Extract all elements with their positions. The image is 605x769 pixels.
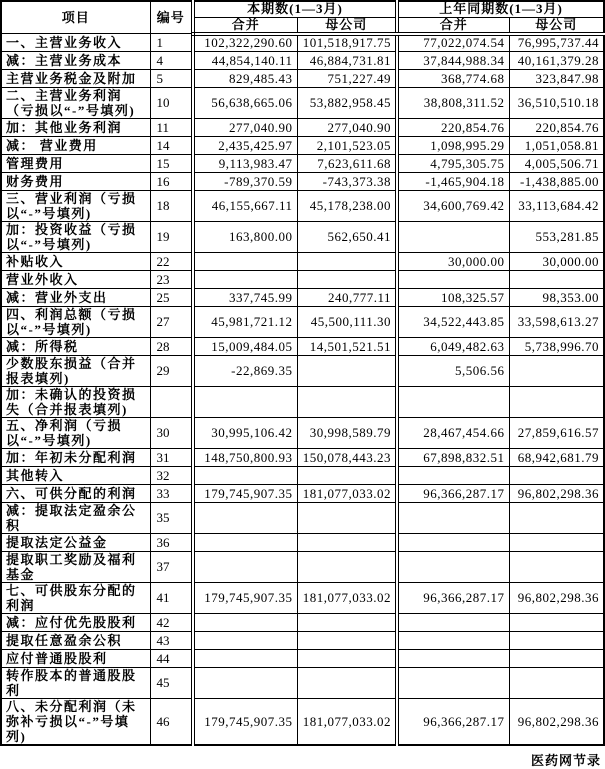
item-cell: 主营业务税金及附加 <box>1 70 150 88</box>
value-cell: 96,366,287.17 <box>397 485 509 503</box>
line-no-cell: 15 <box>150 155 193 173</box>
value-cell: 277,040.90 <box>297 119 397 137</box>
table-row <box>1 289 604 307</box>
value-cell: 179,745,907.35 <box>193 583 297 614</box>
table-row <box>1 650 604 668</box>
value-cell: 148,750,800.93 <box>193 449 297 467</box>
line-no-cell: 32 <box>150 467 193 485</box>
line-no-cell: 37 <box>150 552 193 583</box>
value-cell: 163,800.00 <box>193 222 297 253</box>
item-cell: 减：主营业务成本 <box>1 52 150 70</box>
table-row <box>1 253 604 271</box>
header-current-period: 本期数(1—3月) <box>193 1 397 17</box>
table-row <box>1 191 604 222</box>
item-cell: 管理费用 <box>1 155 150 173</box>
value-cell: 14,501,521.51 <box>297 338 397 356</box>
item-cell: 减： 营业费用 <box>1 137 150 155</box>
table-row <box>1 137 604 155</box>
header-prior-parent: 母公司 <box>509 17 604 34</box>
table-row <box>1 552 604 583</box>
value-cell <box>509 356 604 387</box>
value-cell: 181,077,033.02 <box>297 583 397 614</box>
line-no-cell: 41 <box>150 583 193 614</box>
value-cell: 5,506.56 <box>397 356 509 387</box>
item-cell: 一、主营业务收入 <box>1 34 150 52</box>
value-cell <box>193 467 297 485</box>
value-cell: 5,738,996.70 <box>509 338 604 356</box>
value-cell: 181,077,033.02 <box>297 485 397 503</box>
table-row <box>1 222 604 253</box>
value-cell <box>509 632 604 650</box>
header-prior-consolidated: 合并 <box>397 17 509 34</box>
table-row <box>1 583 604 614</box>
table-row <box>1 387 604 418</box>
value-cell: -1,438,885.00 <box>509 173 604 191</box>
table-row <box>1 449 604 467</box>
value-cell <box>509 668 604 699</box>
line-no-cell: 1 <box>150 34 193 52</box>
value-cell: 15,009,484.05 <box>193 338 297 356</box>
value-cell <box>397 222 509 253</box>
value-cell <box>509 503 604 534</box>
item-cell: 加：投资收益（亏损以“-”号填列) <box>1 222 150 253</box>
value-cell: 108,325.57 <box>397 289 509 307</box>
value-cell <box>509 534 604 552</box>
item-cell: 提取任意盈余公积 <box>1 632 150 650</box>
value-cell: 40,161,379.28 <box>509 52 604 70</box>
value-cell: 751,227.49 <box>297 70 397 88</box>
value-cell <box>297 534 397 552</box>
value-cell: 30,995,106.42 <box>193 418 297 449</box>
line-no-cell: 43 <box>150 632 193 650</box>
item-cell: 减：所得税 <box>1 338 150 356</box>
value-cell: 96,802,298.36 <box>509 699 604 746</box>
line-no-cell: 46 <box>150 699 193 746</box>
item-cell: 八、未分配利润（未弥补亏损以“-”号填列) <box>1 699 150 746</box>
line-no-cell: 28 <box>150 338 193 356</box>
value-cell: 45,500,111.30 <box>297 307 397 338</box>
item-cell: 转作股本的普通股股利 <box>1 668 150 699</box>
value-cell <box>397 534 509 552</box>
table-row <box>1 307 604 338</box>
value-cell: 96,366,287.17 <box>397 699 509 746</box>
value-cell: 28,467,454.66 <box>397 418 509 449</box>
value-cell <box>193 552 297 583</box>
header-line-no: 编号 <box>150 1 193 34</box>
line-no-cell: 10 <box>150 88 193 119</box>
line-no-cell: 31 <box>150 449 193 467</box>
value-cell: 277,040.90 <box>193 119 297 137</box>
table-row <box>1 271 604 289</box>
table-row <box>1 418 604 449</box>
value-cell: 37,844,988.34 <box>397 52 509 70</box>
line-no-cell: 22 <box>150 253 193 271</box>
value-cell: 179,745,907.35 <box>193 699 297 746</box>
value-cell: 4,005,506.71 <box>509 155 604 173</box>
value-cell <box>297 668 397 699</box>
table-row <box>1 668 604 699</box>
line-no-cell: 33 <box>150 485 193 503</box>
value-cell <box>509 271 604 289</box>
table-row <box>1 119 604 137</box>
value-cell <box>509 552 604 583</box>
value-cell: 368,774.68 <box>397 70 509 88</box>
value-cell <box>193 668 297 699</box>
value-cell <box>193 253 297 271</box>
value-cell: 220,854.76 <box>509 119 604 137</box>
value-cell: 98,353.00 <box>509 289 604 307</box>
value-cell: 7,623,611.68 <box>297 155 397 173</box>
table-row <box>1 467 604 485</box>
line-no-cell: 30 <box>150 418 193 449</box>
value-cell: 34,522,443.85 <box>397 307 509 338</box>
table-row <box>1 699 604 746</box>
value-cell <box>397 614 509 632</box>
value-cell: 38,808,311.52 <box>397 88 509 119</box>
item-cell: 加：其他业务利润 <box>1 119 150 137</box>
value-cell <box>297 552 397 583</box>
item-cell: 七、可供股东分配的利润 <box>1 583 150 614</box>
value-cell: 240,777.11 <box>297 289 397 307</box>
value-cell <box>193 271 297 289</box>
value-cell <box>193 632 297 650</box>
item-cell: 补贴收入 <box>1 253 150 271</box>
value-cell: 56,638,665.06 <box>193 88 297 119</box>
value-cell <box>297 387 397 418</box>
line-no-cell: 18 <box>150 191 193 222</box>
table-row <box>1 173 604 191</box>
value-cell <box>509 387 604 418</box>
value-cell: 27,859,616.57 <box>509 418 604 449</box>
table-row <box>1 485 604 503</box>
value-cell <box>193 650 297 668</box>
value-cell <box>397 467 509 485</box>
item-cell: 六、可供分配的利润 <box>1 485 150 503</box>
value-cell: 45,981,721.12 <box>193 307 297 338</box>
item-cell: 提取职工奖励及福利基金 <box>1 552 150 583</box>
item-cell: 加：未确认的投资损失（合并报表填列) <box>1 387 150 418</box>
value-cell <box>397 503 509 534</box>
line-no-cell: 29 <box>150 356 193 387</box>
table-row <box>1 88 604 119</box>
value-cell <box>397 271 509 289</box>
value-cell: 1,098,995.29 <box>397 137 509 155</box>
table-row <box>1 614 604 632</box>
value-cell: 553,281.85 <box>509 222 604 253</box>
header-current-parent: 母公司 <box>297 17 397 34</box>
value-cell: 4,795,305.75 <box>397 155 509 173</box>
value-cell <box>193 387 297 418</box>
item-cell: 减：提取法定盈余公积 <box>1 503 150 534</box>
item-cell: 五、净利润（亏损以“-”号填列) <box>1 418 150 449</box>
value-cell: 6,049,482.63 <box>397 338 509 356</box>
value-cell <box>297 467 397 485</box>
value-cell <box>397 552 509 583</box>
value-cell: 53,882,958.45 <box>297 88 397 119</box>
value-cell <box>509 650 604 668</box>
value-cell: 179,745,907.35 <box>193 485 297 503</box>
line-no-cell: 25 <box>150 289 193 307</box>
value-cell <box>397 650 509 668</box>
value-cell: 46,884,731.81 <box>297 52 397 70</box>
value-cell: 67,898,832.51 <box>397 449 509 467</box>
line-no-cell: 14 <box>150 137 193 155</box>
value-cell <box>397 632 509 650</box>
table-row <box>1 632 604 650</box>
header-current-consolidated: 合并 <box>193 17 297 34</box>
value-cell: 323,847.98 <box>509 70 604 88</box>
table-row <box>1 338 604 356</box>
value-cell: -22,869.35 <box>193 356 297 387</box>
value-cell: 33,598,613.27 <box>509 307 604 338</box>
line-no-cell: 27 <box>150 307 193 338</box>
value-cell <box>297 614 397 632</box>
value-cell: 96,802,298.36 <box>509 485 604 503</box>
value-cell: -1,465,904.18 <box>397 173 509 191</box>
line-no-cell: 19 <box>150 222 193 253</box>
line-no-cell: 42 <box>150 614 193 632</box>
line-no-cell: 35 <box>150 503 193 534</box>
value-cell <box>193 614 297 632</box>
value-cell: 33,113,684.42 <box>509 191 604 222</box>
value-cell <box>193 534 297 552</box>
header-group-row <box>1 1 604 17</box>
line-no-cell: 5 <box>150 70 193 88</box>
value-cell: 2,435,425.97 <box>193 137 297 155</box>
line-no-cell: 11 <box>150 119 193 137</box>
item-cell: 二、主营业务利润（亏损以“-”号填列) <box>1 88 150 119</box>
value-cell: -789,370.59 <box>193 173 297 191</box>
value-cell <box>397 668 509 699</box>
value-cell: 96,802,298.36 <box>509 583 604 614</box>
line-no-cell: 44 <box>150 650 193 668</box>
value-cell: 829,485.43 <box>193 70 297 88</box>
value-cell: 44,854,140.11 <box>193 52 297 70</box>
source-note: 医药网节录 <box>530 753 601 768</box>
value-cell: 102,322,290.60 <box>193 34 297 52</box>
value-cell: 30,998,589.79 <box>297 418 397 449</box>
value-cell: 68,942,681.79 <box>509 449 604 467</box>
table-row <box>1 70 604 88</box>
value-cell: 1,051,058.81 <box>509 137 604 155</box>
item-cell: 减：营业外支出 <box>1 289 150 307</box>
item-cell: 应付普通股股利 <box>1 650 150 668</box>
value-cell: 36,510,510.18 <box>509 88 604 119</box>
item-cell: 三、营业利润（亏损以“-”号填列) <box>1 191 150 222</box>
line-no-cell: 45 <box>150 668 193 699</box>
line-no-cell: 36 <box>150 534 193 552</box>
value-cell <box>297 650 397 668</box>
value-cell: 150,078,443.23 <box>297 449 397 467</box>
line-no-cell <box>150 387 193 418</box>
line-no-cell: 23 <box>150 271 193 289</box>
value-cell: -743,373.38 <box>297 173 397 191</box>
table-row <box>1 155 604 173</box>
item-cell: 减：应付优先股股利 <box>1 614 150 632</box>
line-no-cell: 16 <box>150 173 193 191</box>
value-cell <box>297 503 397 534</box>
value-cell <box>297 632 397 650</box>
value-cell: 76,995,737.44 <box>509 34 604 52</box>
value-cell <box>193 503 297 534</box>
value-cell <box>397 387 509 418</box>
value-cell: 181,077,033.02 <box>297 699 397 746</box>
line-no-cell: 4 <box>150 52 193 70</box>
item-cell: 其他转入 <box>1 467 150 485</box>
value-cell: 562,650.41 <box>297 222 397 253</box>
value-cell: 46,155,667.11 <box>193 191 297 222</box>
table-row <box>1 34 604 52</box>
value-cell <box>509 614 604 632</box>
item-cell: 少数股东损益（合并报表填列) <box>1 356 150 387</box>
item-cell: 营业外收入 <box>1 271 150 289</box>
header-prior-period: 上年同期数(1—3月) <box>397 1 604 17</box>
value-cell: 337,745.99 <box>193 289 297 307</box>
table-row <box>1 534 604 552</box>
table-row <box>1 356 604 387</box>
item-cell: 提取法定公益金 <box>1 534 150 552</box>
value-cell: 34,600,769.42 <box>397 191 509 222</box>
value-cell: 30,000.00 <box>397 253 509 271</box>
value-cell <box>297 356 397 387</box>
value-cell: 96,366,287.17 <box>397 583 509 614</box>
value-cell <box>297 253 397 271</box>
value-cell: 77,022,074.54 <box>397 34 509 52</box>
item-cell: 财务费用 <box>1 173 150 191</box>
value-cell: 30,000.00 <box>509 253 604 271</box>
item-cell: 四、利润总额（亏损以“-”号填列) <box>1 307 150 338</box>
value-cell: 2,101,523.05 <box>297 137 397 155</box>
value-cell: 9,113,983.47 <box>193 155 297 173</box>
table-row <box>1 503 604 534</box>
value-cell: 220,854.76 <box>397 119 509 137</box>
value-cell: 45,178,238.00 <box>297 191 397 222</box>
item-cell: 加：年初未分配利润 <box>1 449 150 467</box>
value-cell <box>509 467 604 485</box>
value-cell: 101,518,917.75 <box>297 34 397 52</box>
table-row <box>1 52 604 70</box>
header-item: 项目 <box>1 1 150 34</box>
value-cell <box>297 271 397 289</box>
